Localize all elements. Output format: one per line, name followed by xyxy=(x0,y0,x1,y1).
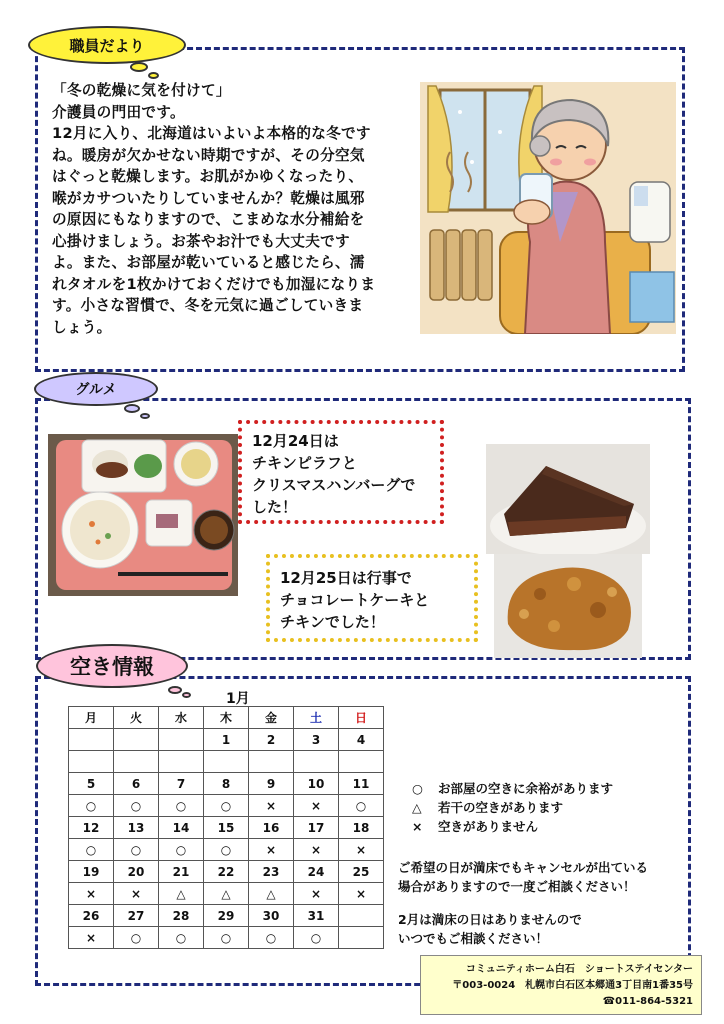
calendar-status-cell: ○ xyxy=(294,927,339,949)
cloud-puff xyxy=(140,413,150,419)
calendar-status-row xyxy=(69,751,384,773)
calendar-date-cell: 27 xyxy=(114,905,159,927)
calendar-date-cell: 30 xyxy=(249,905,294,927)
weekday-header: 土 xyxy=(294,707,339,729)
gourmet-badge-cloud xyxy=(30,368,170,423)
message-line: いつでもご相談ください！ xyxy=(398,931,549,946)
note-line: チョコレートケーキと xyxy=(280,591,430,609)
calendar-date-cell: 12 xyxy=(69,817,114,839)
note-line: 12月25日は行事で xyxy=(280,569,412,587)
calendar-date-cell: 18 xyxy=(339,817,384,839)
calendar-status-cell: × xyxy=(249,795,294,817)
calendar-date-row xyxy=(69,729,384,751)
calendar-month: 1月 xyxy=(226,691,250,707)
calendar-date-cell: 15 xyxy=(204,817,249,839)
article-line: はぐっと乾燥します。お肌がかゆくなったり、 xyxy=(52,168,364,185)
article-line: 12月に入り、北海道はいよいよ本格的な冬です xyxy=(52,125,371,142)
calendar-header-row xyxy=(69,707,384,729)
calendar-date-row xyxy=(69,773,384,795)
calendar-status-row xyxy=(69,839,384,861)
calendar-date-cell: 13 xyxy=(114,817,159,839)
calendar-date-row xyxy=(69,861,384,883)
staff-article xyxy=(52,80,422,338)
calendar-date-cell: 31 xyxy=(294,905,339,927)
article-line: 介護員の門田です。 xyxy=(52,103,185,121)
calendar-status-cell: × xyxy=(69,927,114,949)
facility-contact-box xyxy=(420,955,702,1015)
cloud-puff xyxy=(130,62,148,72)
calendar-date-cell: 26 xyxy=(69,905,114,927)
note-line: チキンでした！ xyxy=(280,613,385,631)
legend-text: お部屋の空きに余裕があります xyxy=(438,781,614,796)
calendar-status-row xyxy=(69,883,384,905)
calendar-date-row xyxy=(69,905,384,927)
cloud-puff xyxy=(148,72,159,79)
cloud-puff xyxy=(168,686,182,694)
calendar-date-cell: 3 xyxy=(294,729,339,751)
calendar-status-cell: ○ xyxy=(114,795,159,817)
calendar-date-cell: 9 xyxy=(249,773,294,795)
calendar-status-cell: ○ xyxy=(204,839,249,861)
message-line: 場合がありますので一度ご相談ください！ xyxy=(398,879,636,894)
calendar-date-cell: 10 xyxy=(294,773,339,795)
legend-mark: △ xyxy=(412,800,422,815)
calendar-status-cell: × xyxy=(294,839,339,861)
christmas-eve-menu-note xyxy=(238,420,444,524)
elderly-woman-drinking-illustration xyxy=(420,82,676,334)
legend-item xyxy=(412,817,613,836)
staff-badge-cloud xyxy=(20,22,190,82)
note-line: した！ xyxy=(252,498,298,516)
message-line: 2月は満床の日はありませんので xyxy=(398,912,582,927)
calendar-date-cell: 14 xyxy=(159,817,204,839)
article-line: ね。暖房が欠かせない時期ですが、その分空気 xyxy=(52,146,365,164)
legend-item xyxy=(412,798,613,817)
calendar-date-cell: 17 xyxy=(294,817,339,839)
calendar-date-cell: 22 xyxy=(204,861,249,883)
calendar-status-cell xyxy=(159,751,204,773)
vacancy-badge xyxy=(36,644,188,688)
calendar-status-cell xyxy=(339,751,384,773)
calendar-status-cell: ○ xyxy=(114,927,159,949)
february-message xyxy=(398,910,582,948)
calendar-date-cell: 2 xyxy=(249,729,294,751)
calendar-date-cell: 4 xyxy=(339,729,384,751)
article-line: れタオルを1枚かけておくだけでも加湿になりま xyxy=(52,275,376,293)
cancellation-message xyxy=(398,858,648,896)
calendar-status-cell: ○ xyxy=(159,795,204,817)
cloud-puff xyxy=(182,692,191,698)
calendar-date-cell xyxy=(114,729,159,751)
vacancy-badge-label: 空き情報 xyxy=(70,655,154,679)
staff-badge-label: 職員だより xyxy=(69,36,145,55)
article-line: の原因にもなりますので、こまめな水分補給を xyxy=(52,211,365,228)
calendar-status-cell: ○ xyxy=(69,839,114,861)
meal-tray-photo xyxy=(48,434,238,596)
calendar-date-cell: 21 xyxy=(159,861,204,883)
calendar-status-cell: ○ xyxy=(339,795,384,817)
calendar-date-cell: 19 xyxy=(69,861,114,883)
weekday-header: 木 xyxy=(204,707,249,729)
calendar-status-cell: × xyxy=(294,883,339,905)
calendar-status-cell xyxy=(294,751,339,773)
note-line: クリスマスハンバーグで xyxy=(252,476,416,494)
calendar-status-cell: ○ xyxy=(159,839,204,861)
note-line: チキンピラフと xyxy=(252,454,357,472)
calendar-date-cell: 29 xyxy=(204,905,249,927)
article-line: す。小さな習慣で、冬を元気に過ごしていきま xyxy=(52,297,364,314)
calendar-date-cell: 16 xyxy=(249,817,294,839)
message-line: ご希望の日が満床でもキャンセルが出ている xyxy=(398,860,649,875)
legend-text: 若干の空きがあります xyxy=(438,800,564,815)
facility-address: 〒003-0024 札幌市白石区本郷通3丁目南1番35号 xyxy=(452,980,693,991)
calendar-date-cell: 25 xyxy=(339,861,384,883)
calendar-status-row xyxy=(69,927,384,949)
calendar-date-cell: 24 xyxy=(294,861,339,883)
calendar-date-cell xyxy=(339,905,384,927)
calendar-date-cell: 11 xyxy=(339,773,384,795)
calendar-status-row xyxy=(69,795,384,817)
calendar-status-cell: × xyxy=(114,883,159,905)
legend-mark: ○ xyxy=(412,781,423,796)
legend-mark: × xyxy=(412,819,423,834)
calendar-status-cell: ○ xyxy=(69,795,114,817)
calendar-status-cell xyxy=(249,751,294,773)
article-line: 喉がカサついたりしていませんか？乾燥は風邪 xyxy=(52,189,365,207)
article-line: よ。また、お部屋が乾いていると感じたら、濡 xyxy=(52,254,365,271)
vacancy-legend xyxy=(412,779,613,836)
article-line: 心掛けましょう。お茶やお汁でも大丈夫です xyxy=(52,232,350,250)
calendar-status-cell: △ xyxy=(249,883,294,905)
weekday-header: 日 xyxy=(339,707,384,729)
calendar-status-cell: ○ xyxy=(204,795,249,817)
calendar-status-cell xyxy=(339,927,384,949)
calendar-date-cell: 23 xyxy=(249,861,294,883)
calendar-date-cell: 5 xyxy=(69,773,114,795)
staff-badge xyxy=(28,26,186,64)
calendar-status-cell xyxy=(114,751,159,773)
article-line: 「冬の乾燥に気を付けて」 xyxy=(52,82,231,99)
calendar-status-cell: ○ xyxy=(204,927,249,949)
legend-item xyxy=(412,779,613,798)
weekday-header: 水 xyxy=(159,707,204,729)
fried-chicken-photo xyxy=(494,554,642,658)
calendar-status-cell: × xyxy=(69,883,114,905)
calendar-date-cell xyxy=(159,729,204,751)
calendar-date-cell xyxy=(69,729,114,751)
gourmet-badge xyxy=(34,372,158,406)
calendar-date-cell: 6 xyxy=(114,773,159,795)
legend-text: 空きがありません xyxy=(438,819,539,834)
calendar-date-cell: 20 xyxy=(114,861,159,883)
calendar-date-cell: 7 xyxy=(159,773,204,795)
chocolate-cake-photo xyxy=(486,444,650,554)
cloud-puff xyxy=(124,404,140,413)
calendar-date-cell: 1 xyxy=(204,729,249,751)
calendar-status-cell: △ xyxy=(159,883,204,905)
calendar-status-cell: ○ xyxy=(249,927,294,949)
calendar-status-cell xyxy=(69,751,114,773)
vacancy-badge-cloud xyxy=(32,640,202,700)
gourmet-badge-label: グルメ xyxy=(75,382,117,398)
calendar-date-cell: 8 xyxy=(204,773,249,795)
calendar-status-cell: × xyxy=(339,839,384,861)
calendar-status-cell: ○ xyxy=(114,839,159,861)
weekday-header: 火 xyxy=(114,707,159,729)
weekday-header: 金 xyxy=(249,707,294,729)
calendar-status-cell: × xyxy=(339,883,384,905)
calendar-date-cell: 28 xyxy=(159,905,204,927)
calendar-status-cell xyxy=(204,751,249,773)
note-line: 12月24日は xyxy=(252,432,339,450)
vacancy-calendar xyxy=(68,706,384,949)
christmas-event-menu-note xyxy=(266,554,478,642)
calendar-date-row xyxy=(69,817,384,839)
calendar-status-cell: ○ xyxy=(159,927,204,949)
weekday-header: 月 xyxy=(69,707,114,729)
article-line: しょう。 xyxy=(52,318,112,336)
calendar-status-cell: △ xyxy=(204,883,249,905)
calendar-status-cell: × xyxy=(249,839,294,861)
facility-phone: ☎011-864-5321 xyxy=(602,996,693,1007)
facility-name: コミュニティホーム白石 ショートステイセンター xyxy=(465,964,693,975)
calendar-status-cell: × xyxy=(294,795,339,817)
